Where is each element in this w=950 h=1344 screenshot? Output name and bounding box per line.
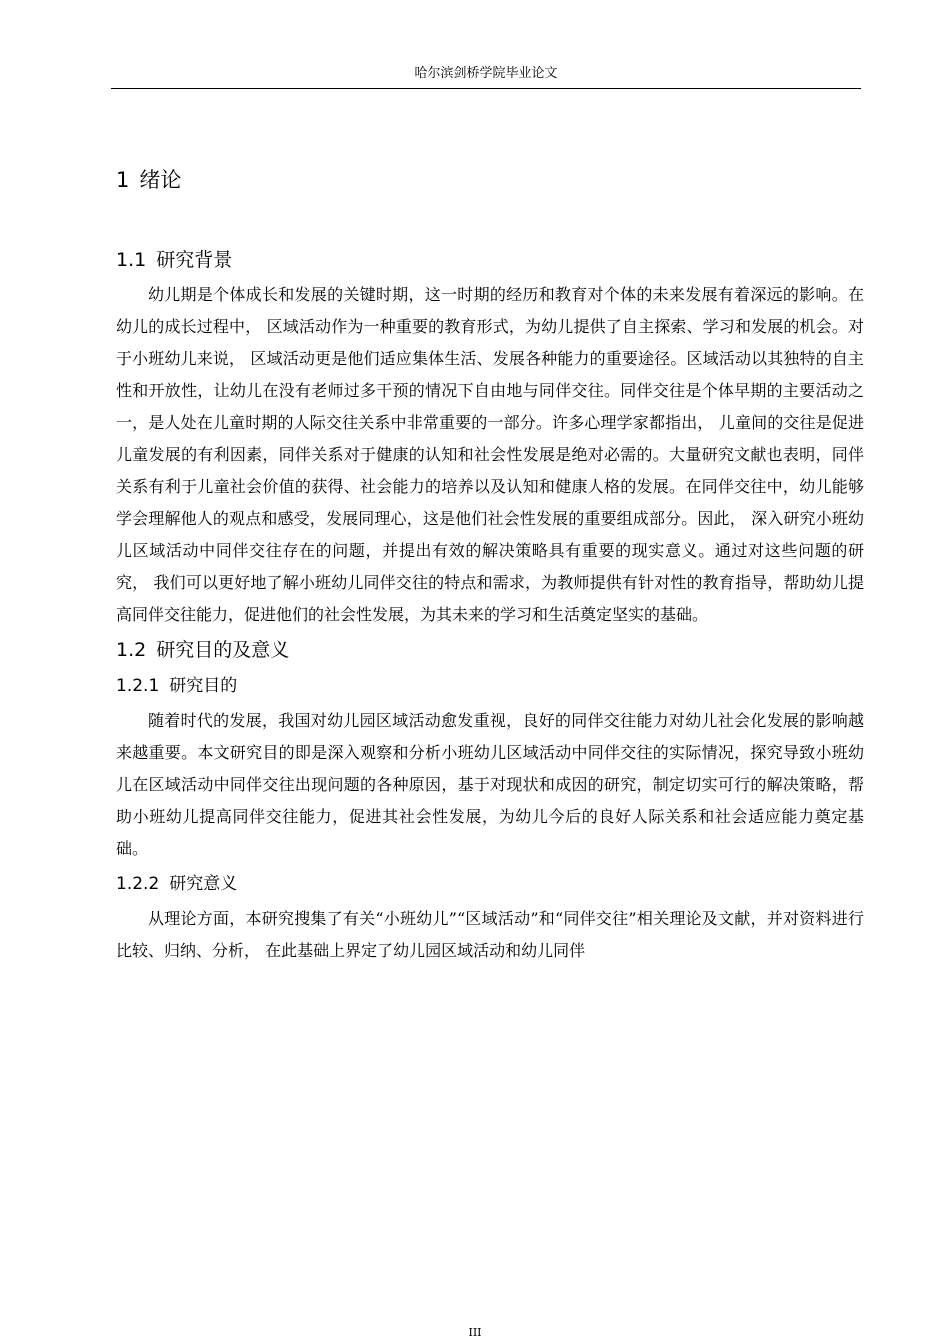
section-title: 研究背景 [156,249,233,271]
section-heading-1-1 [116,243,864,277]
paragraph-research-purpose: 随着时代的发展，我国对幼儿园区域活动愈发重视，良好的同伴交往能力对幼儿社会化发展的影响越来越重要。本文研究目的即是深入观察和分析小班幼儿区域活动中同伴交往的实际情况，探究导致小班幼儿在区域活动中同伴交往出现问题的各种原因，基于对现状和成因的研究，制定切实可行的解决策略，帮助小班幼儿提高同伴交往能力，促进其社会性发展，为幼儿今后的良好人际关系和社会适应能力奠定基础。 [116,711,864,858]
paragraph-research-significance: 从理论方面，本研究搜集了有关“小班幼儿”“区域活动”和“同伴交往”相关理论及文献，并对资料进行比较、归纳、分析， 在此基础上界定了幼儿园区域活动和幼儿同伴 [116,909,864,960]
subsection-heading-1-2-2 [116,867,864,901]
subsection-number: 1.2.1 [116,676,160,696]
chapter-heading [116,160,864,200]
page-header [111,64,861,89]
section-heading-1-2 [116,633,864,667]
subsection-title: 研究目的 [169,676,238,696]
section-title: 研究目的及意义 [156,639,290,661]
subsection-heading-1-2-1 [116,669,864,703]
page-footer [0,1326,950,1340]
chapter-number: 1 [116,168,130,192]
header-title: 哈尔滨剑桥学院毕业论文 [414,66,558,81]
paragraph-research-background: 幼儿期是个体成长和发展的关键时期，这一时期的经历和教育对个体的未来发展有着深远的影响。在幼儿的成长过程中， 区域活动作为一种重要的教育形式，为幼儿提供了自主探索、学习和发展的机会。对于小班幼儿来说， 区域活动更是他们适应集体生活、发展各种能力的重要途径。区域活动以其独特的自主性和开放性，让幼儿在没有老师过多干预的情况下自由地与同伴交往。同伴交往是个体早期的主要活动之一，是人处在儿童时期的人际交往关系中非常重要的一部分。许多心理学家都指出， 儿童间的交往是促进儿童发展的有利因素，同伴关系对于健康的认知和社会性发展是绝对必需的。大量研究文献也表明，同伴关系有利于儿童社会价值的获得、社会能力的培养以及认知和健康人格的发展。在同伴交往中，幼儿能够学会理解他人的观点和感受，发展同理心，这是他们社会性发展的重要组成部分。因此， 深入研究小班幼儿区域活动中同伴交往存在的问题，并提出有效的解决策略具有重要的现实意义。通过对这些问题的研究， 我们可以更好地了解小班幼儿同伴交往的特点和需求，为教师提供有针对性的教育指导，帮助幼儿提高同伴交往能力，促进他们的社会性发展，为其未来的学习和生活奠定坚实的基础。 [116,285,864,624]
subsection-title: 研究意义 [169,874,238,894]
page-content [116,160,864,967]
chapter-title: 绪论 [139,168,182,192]
section-number: 1.1 [116,249,147,271]
page-number: III [468,1326,482,1339]
subsection-number: 1.2.2 [116,874,160,894]
section-number: 1.2 [116,639,147,661]
